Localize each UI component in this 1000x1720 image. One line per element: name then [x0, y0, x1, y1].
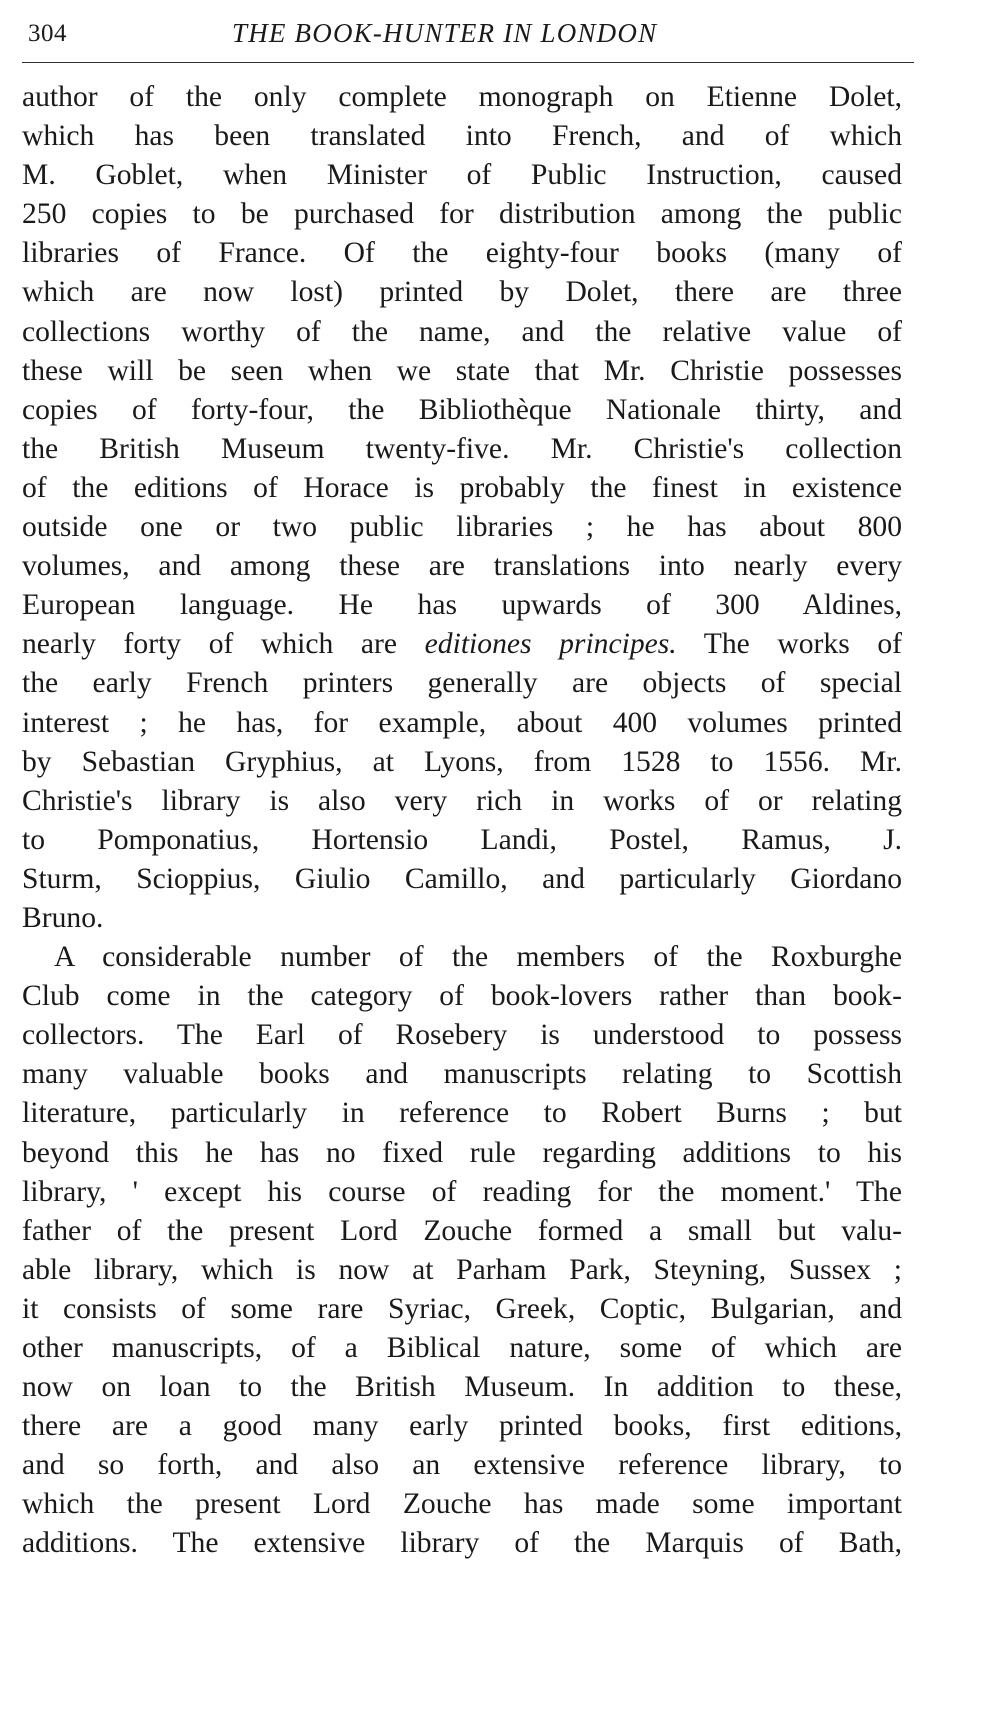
text-line: beyond this he has no fixed rule regarding additions to his: [22, 1136, 902, 1169]
text-line: libraries of France. Of the eighty-four books (many of: [22, 237, 902, 270]
text-line: literature, particularly in reference to Robert Burns ; but: [22, 1097, 902, 1130]
paragraph-1: [22, 78, 902, 938]
text-line: able library, which is now at Parham Park, Steyning, Sussex ;: [22, 1253, 902, 1286]
text-line: copies of forty-four, the Bibliothèque Nationale thirty, and: [22, 393, 902, 426]
text-line: additions. The extensive library of the Marquis of Bath,: [22, 1527, 902, 1560]
text-line: it consists of some rare Syriac, Greek, Coptic, Bulgarian, and: [22, 1292, 902, 1325]
text-line: these will be seen when we state that Mr. Christie possesses: [22, 354, 902, 387]
text-line: of the editions of Horace is probably the finest in existence: [22, 471, 902, 504]
text-line: M. Goblet, when Minister of Public Instruction, caused: [22, 159, 902, 192]
text-line: Christie's library is also very rich in works of or relating: [22, 784, 902, 817]
text-line: A considerable number of the members of the Roxburghe: [54, 941, 902, 974]
text-line: Bruno.: [22, 901, 104, 934]
text-line: many valuable books and manuscripts relating to Scottish: [22, 1058, 902, 1091]
text-line: and so forth, and also an extensive reference library, to: [22, 1449, 902, 1482]
text-segment: nearly forty of which are: [22, 628, 398, 661]
text-line: collectors. The Earl of Rosebery is understood to possess: [22, 1019, 902, 1052]
header-rule: [22, 62, 914, 63]
text-line: Club come in the category of book-lovers rather than book-: [22, 980, 902, 1013]
text-line: by Sebastian Gryphius, at Lyons, from 1528 to 1556. Mr.: [22, 745, 902, 778]
text-line: which the present Lord Zouche has made some important: [22, 1488, 902, 1521]
running-head: [22, 10, 912, 60]
body-text: [22, 78, 902, 1564]
text-segment: The works of: [676, 628, 902, 661]
text-line: collections worthy of the name, and the relative value of: [22, 315, 902, 348]
text-line: father of the present Lord Zouche formed a small but valu-: [22, 1214, 902, 1247]
text-line: Sturm, Scioppius, Giulio Camillo, and particularly Giordano: [22, 862, 902, 895]
text-line: to Pomponatius, Hortensio Landi, Postel, Ramus, J.: [22, 823, 902, 856]
italic-phrase: editiones principes.: [424, 628, 677, 661]
text-line: now on loan to the British Museum. In addition to these,: [22, 1371, 902, 1404]
text-line: which are now lost) printed by Dolet, there are three: [22, 276, 902, 309]
text-line: 250 copies to be purchased for distribution among the public: [22, 198, 902, 231]
text-line: other manuscripts, of a Biblical nature, some of which are: [22, 1332, 902, 1364]
paragraph-2: [22, 938, 902, 1564]
text-line: the British Museum twenty-five. Mr. Christie's collection: [22, 432, 902, 465]
text-line: interest ; he has, for example, about 400 volumes printed: [22, 706, 902, 739]
text-line: there are a good many early printed books, first editions,: [22, 1410, 902, 1443]
text-line: library, ' except his course of reading for the moment.' The: [22, 1175, 902, 1208]
running-title: THE BOOK-HUNTER IN LONDON: [232, 18, 658, 48]
text-line: volumes, and among these are translations into nearly every: [22, 550, 902, 583]
text-line: which has been translated into French, and of which: [22, 120, 902, 153]
page-number: 304: [28, 20, 67, 47]
text-line: outside one or two public libraries ; he has about 800: [22, 511, 902, 544]
text-line: the early French printers generally are objects of special: [22, 667, 902, 700]
text-line: European language. He has upwards of 300 Aldines,: [22, 589, 902, 622]
text-line-with-italic: [22, 625, 902, 664]
text-line: author of the only complete monograph on Etienne Dolet,: [22, 81, 902, 113]
